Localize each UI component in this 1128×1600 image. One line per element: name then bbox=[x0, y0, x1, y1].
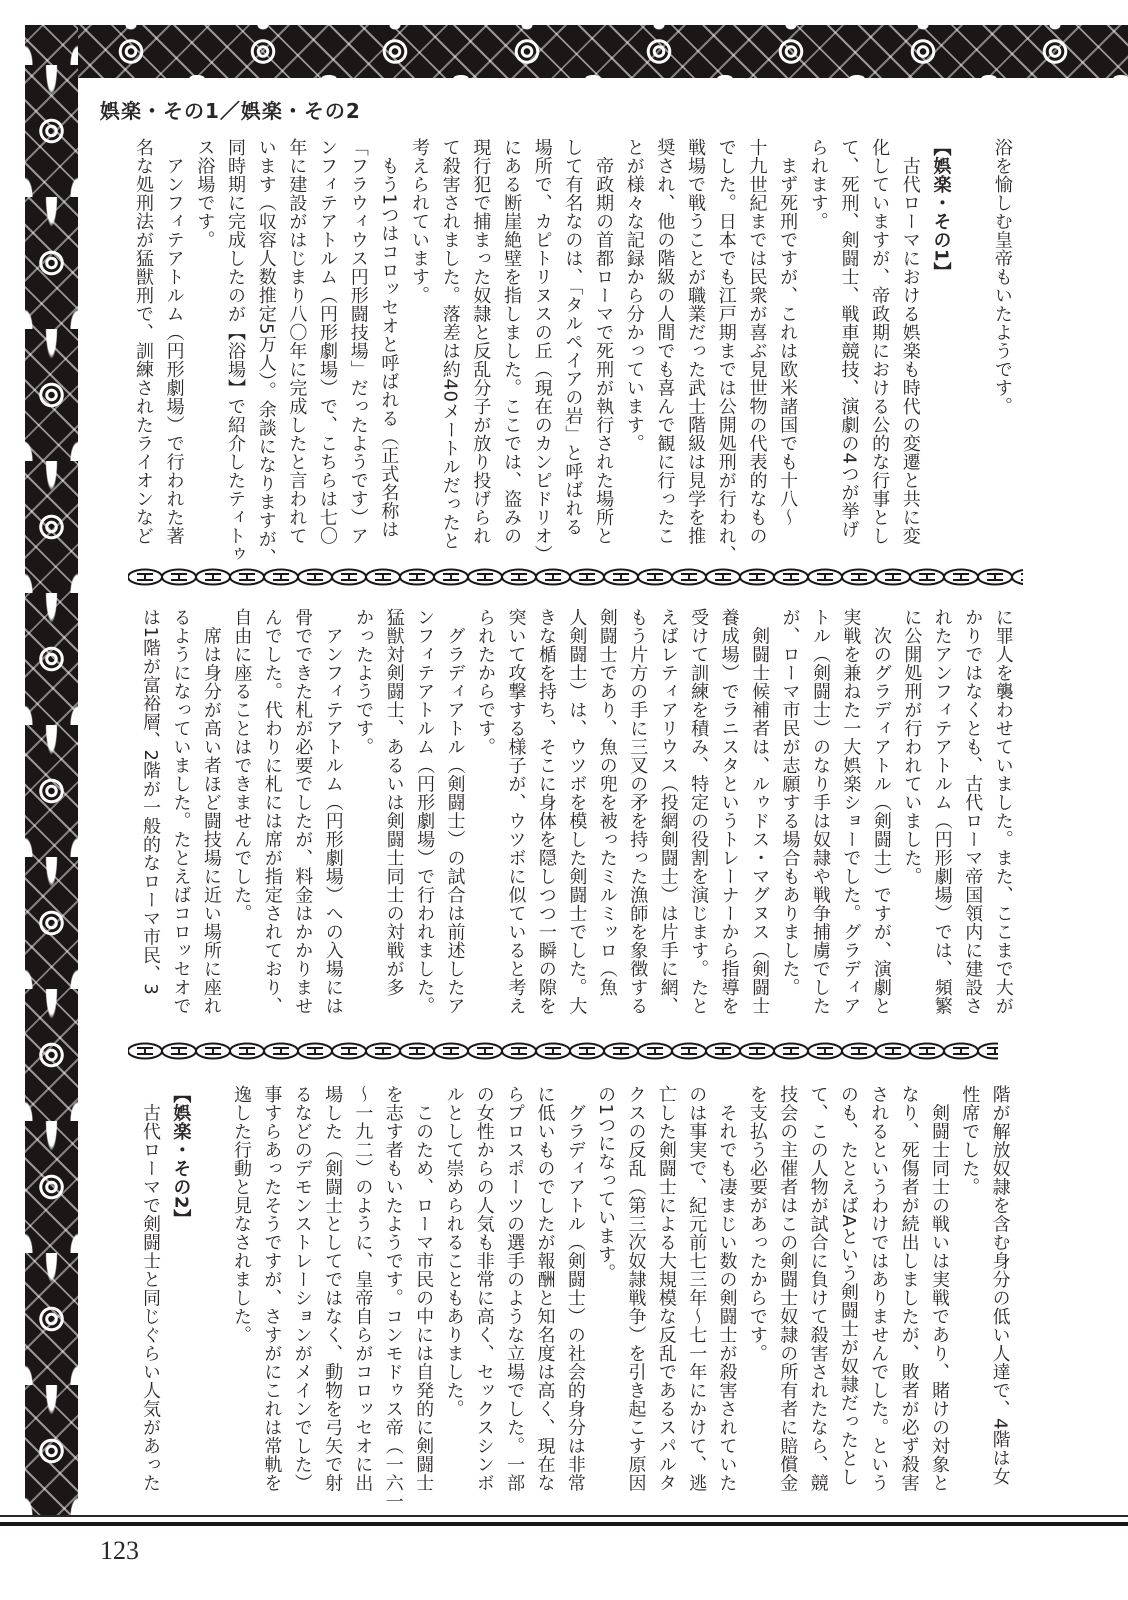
text-column: の女性からの人気も非常に高く、セックスシンボ bbox=[473, 1085, 495, 1492]
footer-rule-thick bbox=[0, 1522, 1128, 1526]
text-column: 剣闘士候補者は、ルゥドス・マグヌス（剣闘士 bbox=[749, 608, 771, 1015]
ornamental-border-top bbox=[25, 25, 1128, 78]
text-column: アンフィテアトルム（円形劇場）で行われた著 bbox=[163, 138, 185, 545]
text-column: グラディアトル（剣闘士）の社会的身分は非常 bbox=[564, 1085, 586, 1492]
text-column: 古代ローマにおける娯楽も時代の変遷と共に変 bbox=[899, 138, 921, 545]
text-column: えばレティアリウス（投網剣闘士）は片手に網、 bbox=[657, 608, 679, 1015]
text-column: ンフィテアトルム（円形劇場）で、こちらは七〇 bbox=[317, 138, 339, 545]
text-column: グラディアトル（剣闘士）の試合は前述したア bbox=[444, 608, 466, 1015]
text-column: 骨でできた札が必要でしたが、料金はかかりませ bbox=[292, 608, 314, 1015]
text-column: を志す者もいたようです。コンモドゥス帝（一六一 bbox=[382, 1085, 404, 1511]
text-column: でした。日本でも江戸期までは公開処刑が行われ、 bbox=[715, 138, 737, 564]
text-column: とが様々な記録から分かっています。 bbox=[623, 138, 645, 453]
text-column bbox=[200, 1085, 222, 1505]
text-column: 突いて攻撃する様子が、ウツボに似ていると考え bbox=[505, 608, 527, 1015]
text-column: の1つになっています。 bbox=[595, 1085, 617, 1282]
text-column: 養成場）でラニスタというトレーナーから指導を bbox=[718, 608, 740, 1015]
text-column: 実戦を兼ねた一大娯楽ショーでした。グラディア bbox=[840, 608, 862, 1015]
text-column: に罪人を襲わせていました。また、ここまで大が bbox=[992, 608, 1014, 1015]
text-column: にある断崖絶壁を指しました。ここでは、盗みの bbox=[501, 138, 523, 545]
text-column: 奨され、他の階級の人間でも喜んで観に行ったこ bbox=[654, 138, 676, 545]
text-column: を支払う必要があったからです。 bbox=[746, 1085, 768, 1363]
text-column: アンフィテアトルム（円形劇場）への入場には bbox=[322, 608, 344, 1015]
text-column: るなどのデモンストレーションがメインでした） bbox=[291, 1085, 313, 1492]
text-column: 十九世紀までは民衆が喜ぶ見世物の代表的なもの bbox=[746, 138, 768, 545]
text-column: 席は身分が高い者ほど闘技場に近い場所に座れ bbox=[200, 608, 222, 1015]
text-column: て、死刑、剣闘士、戦車競技、演劇の4つが挙げ bbox=[838, 138, 860, 539]
text-column: るようになっていました。たとえばコロッセオで bbox=[170, 608, 192, 1015]
text-column: 性席でした。 bbox=[959, 1085, 981, 1196]
text-column: 「フラウィウス円形闘技場」だったようです）ア bbox=[347, 138, 369, 545]
text-column: 帝政期の首都ローマで死刑が執行された場所と bbox=[593, 138, 615, 545]
text-column: 現行犯で捕まった奴隷と反乱分子が放り投げられ bbox=[470, 138, 492, 545]
text-column: 人剣闘士）は、ウツボを模した剣闘士でした。大 bbox=[566, 608, 588, 1015]
text-column: れたアンフィテアトルム（円形劇場）では、頻繁 bbox=[931, 608, 953, 1015]
text-column: 古代ローマで剣闘士と同じぐらい人気があった bbox=[140, 1085, 161, 1492]
text-column: されるというわけではありませんでした。という bbox=[868, 1085, 890, 1492]
text-block-1 bbox=[132, 138, 1013, 567]
text-column: 自由に座ることはできませんでした。 bbox=[231, 608, 253, 923]
text-column: かりではなくとも、古代ローマ帝国領内に建設さ bbox=[962, 608, 984, 1015]
text-column: 亡した剣闘士による大規模な反乱であるスパルタ bbox=[655, 1085, 677, 1492]
text-column: て殺害されました。落差は約40メートルだったと bbox=[439, 138, 461, 551]
text-column: トル（剣闘士）のなり手は奴隷や戦争捕虜でした bbox=[809, 608, 831, 1015]
text-column: もう1つはコロッセオと呼ばれる（正式名称は bbox=[378, 138, 400, 539]
text-column: に公開処刑が行われていました。 bbox=[901, 608, 923, 886]
text-column: このため、ローマ市民の中には自発的に剣闘士 bbox=[413, 1085, 435, 1492]
text-column: なり、死傷者が続出しましたが、敗者が必ず殺害 bbox=[898, 1085, 920, 1492]
text-column: 受けて訓練を積み、特定の役割を演じます。たと bbox=[688, 608, 710, 1015]
text-column: 年に建設がはじまり八〇年に完成したと言われて bbox=[286, 138, 308, 545]
text-block-2 bbox=[139, 608, 1014, 1028]
chain-divider-2 bbox=[128, 1041, 998, 1061]
text-column: んでした。代わりに札には席が指定されており、 bbox=[261, 608, 283, 1015]
text-column: ス浴場です。 bbox=[194, 138, 216, 249]
text-column: もう片方の手に三叉の矛を持った漁師を象徴する bbox=[627, 608, 649, 1015]
text-column: 化していますが、帝政期における公的な行事とし bbox=[869, 138, 891, 545]
section-heading: 【娯楽・その2】 bbox=[170, 1085, 192, 1228]
text-column: 事すらあったそうですが、さすがにこれは常軌を bbox=[261, 1085, 283, 1492]
footer-rule-thin bbox=[0, 1515, 1128, 1517]
text-column: られます。 bbox=[807, 138, 829, 231]
text-column: 逸した行動と見なされました。 bbox=[231, 1085, 253, 1344]
text-column bbox=[960, 138, 982, 558]
text-column: います（収容人数推定5万人）。余談になりますが、 bbox=[255, 138, 277, 567]
running-header: 娯楽・その1／娯楽・その2 bbox=[100, 99, 361, 123]
text-column: ルとして崇められることもありました。 bbox=[443, 1085, 465, 1418]
text-column: ～一九二）のように、皇帝自らがコロッセオに出 bbox=[352, 1085, 374, 1492]
section-heading: 【娯楽・その1】 bbox=[930, 138, 952, 281]
page-number: 123 bbox=[100, 1536, 139, 1565]
text-column: ンフィテアトルム（円形劇場）で行われました。 bbox=[414, 608, 436, 1015]
chain-divider-1 bbox=[128, 567, 1023, 587]
text-column: が、ローマ市民が志願する場合もありました。 bbox=[779, 608, 801, 997]
text-column: 考えられています。 bbox=[409, 138, 431, 305]
text-column: 技会の主催者はこの剣闘士奴隷の所有者に賠償金 bbox=[777, 1085, 799, 1492]
text-column: に低いものでしたが報酬と知名度は高く、現在な bbox=[534, 1085, 556, 1492]
text-block-3 bbox=[139, 1085, 1011, 1511]
text-column: 剣闘士であり、魚の兜を被ったミルミッロ（魚 bbox=[596, 608, 618, 997]
text-column: は1階が富裕層、2階が一般的なローマ市民、3 bbox=[140, 608, 161, 996]
text-column: 場所で、カピトリヌスの丘（現在のカンピドリオ） bbox=[531, 138, 553, 564]
text-column: クスの反乱（第三次奴隷戦争）を引き起こす原因 bbox=[625, 1085, 647, 1492]
ornamental-border-left bbox=[25, 25, 78, 1516]
text-column: 戦場で戦うことが職業だった武士階級は見学を推 bbox=[685, 138, 707, 545]
text-column: 猛獣対剣闘士、あるいは剣闘士同士の対戦が多 bbox=[383, 608, 405, 997]
text-column: まず死刑ですが、これは欧米諸国でも十八～ bbox=[777, 138, 799, 527]
text-column: らプロスポーツの選手のような立場でした。一部 bbox=[504, 1085, 526, 1492]
text-column: かったようです。 bbox=[353, 608, 375, 756]
text-column: られたからです。 bbox=[474, 608, 496, 756]
text-column: きな楯を持ち、そこに身体を隠しつつ一瞬の隙を bbox=[535, 608, 557, 1015]
text-column: て、この人物が試合に負けて殺害されたなら、競 bbox=[807, 1085, 829, 1492]
text-column: のも、たとえばAという剣闘士が奴隷だったとし bbox=[837, 1085, 859, 1487]
text-column: のは事実で、紀元前七三年～七一年にかけて、逃 bbox=[686, 1085, 708, 1492]
text-column: それでも凄まじい数の剣闘士が殺害されていた bbox=[716, 1085, 738, 1492]
text-column: 次のグラディアトル（剣闘士）ですが、演劇と bbox=[870, 608, 892, 1015]
text-column: 浴を愉しむ皇帝もいたようです。 bbox=[991, 138, 1013, 416]
text-column: 同時期に完成したのが【浴場】で紹介したティトゥ bbox=[225, 138, 247, 564]
text-column: 名な処刑法が猛獣刑で、訓練されたライオンなど bbox=[133, 138, 154, 545]
text-column: 階が解放奴隷を含む身分の低い人達で、4階は女 bbox=[989, 1085, 1011, 1486]
text-column: して有名なのは、「タルペイアの岩」と呼ばれる bbox=[562, 138, 584, 536]
text-column: 剣闘士同士の戦いは実戦であり、賭けの対象と bbox=[928, 1085, 950, 1492]
text-column: 場した（剣闘士としてではなく、動物を弓矢で射 bbox=[322, 1085, 344, 1492]
